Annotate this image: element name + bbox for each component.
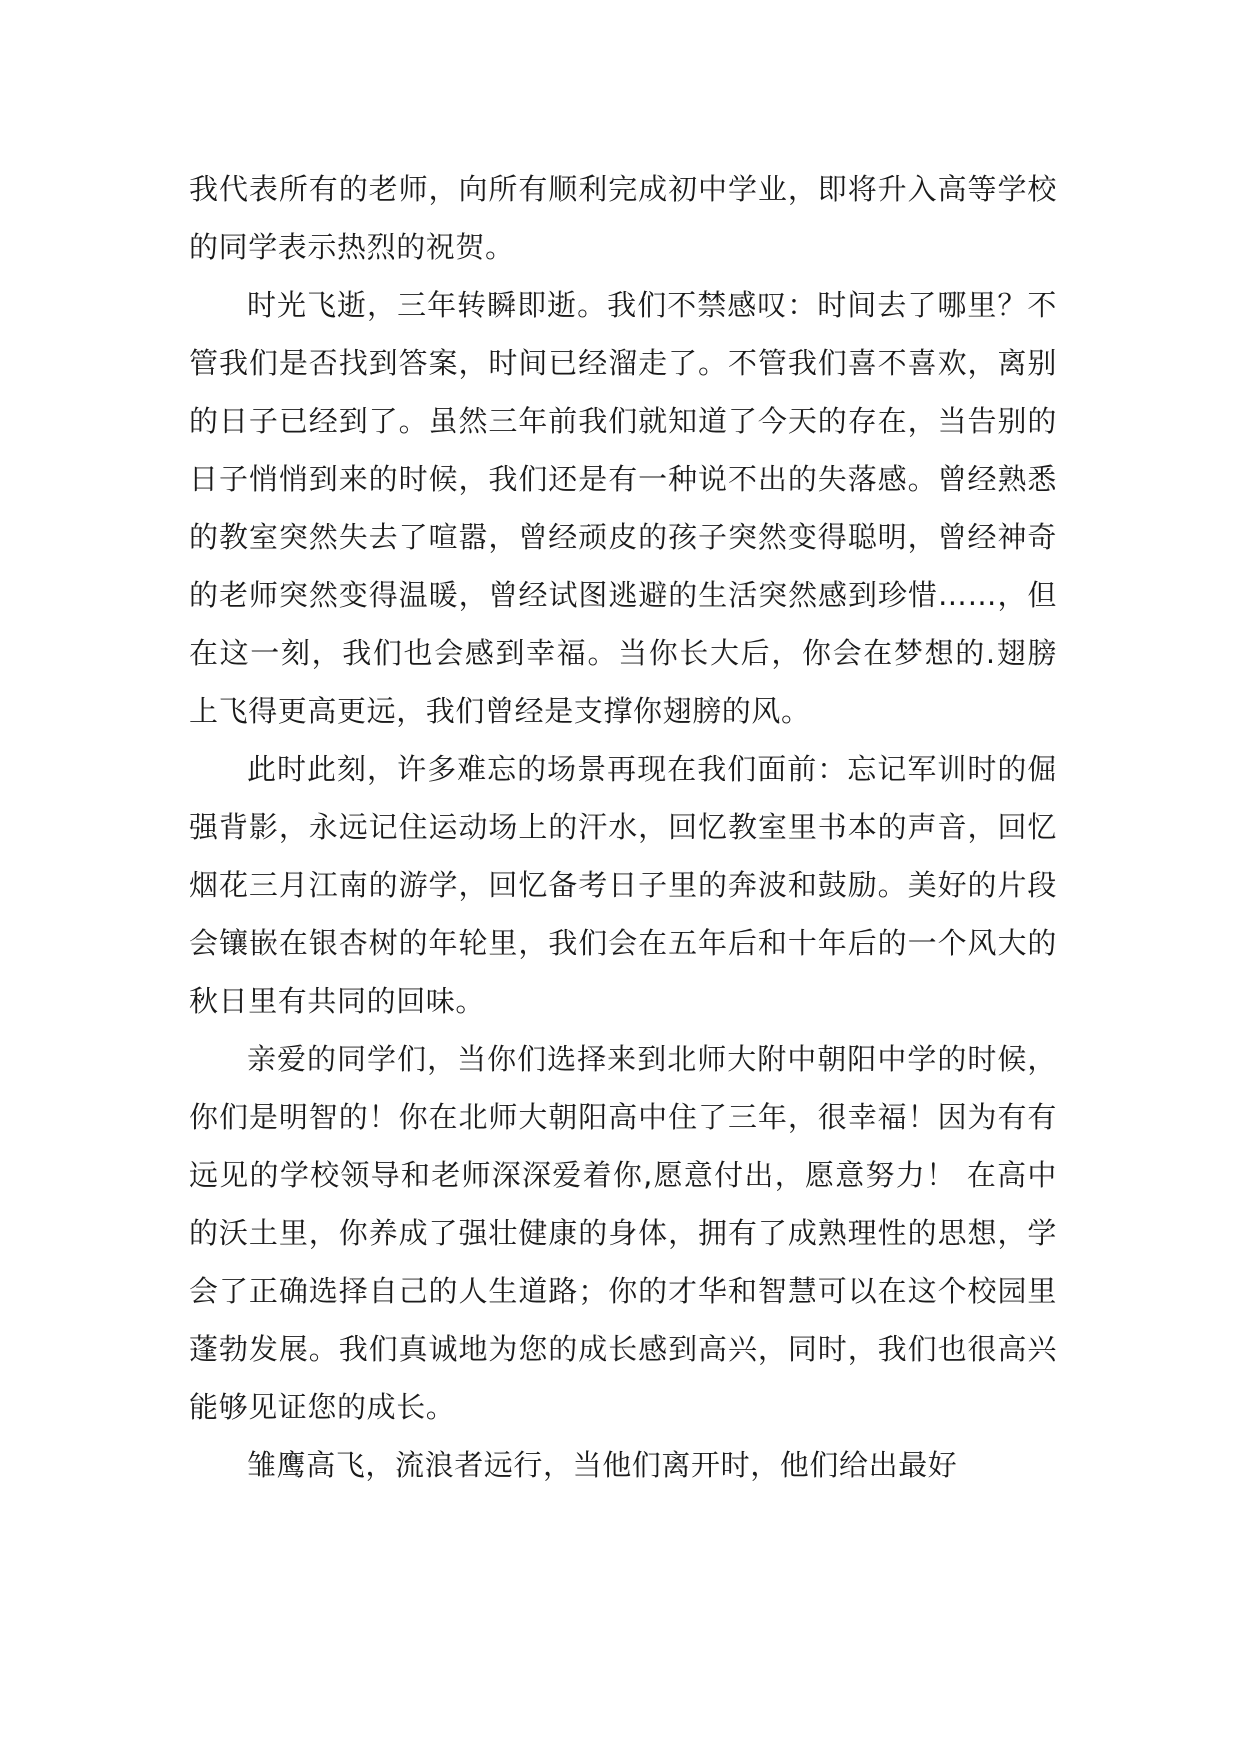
paragraph-1: 我代表所有的老师，向所有顺利完成初中学业，即将升入高等学校的同学表示热烈的祝贺。 — [189, 172, 1057, 264]
paragraph-2: 时光飞逝，三年转瞬即逝。我们不禁感叹：时间去了哪里？不管我们是否找到答案，时间已经溜走了。不管我们喜不喜欢，离别的日子已经到了。虽然三年前我们就知道了今天的存在，当告别的日子悄悄到来的时候，我们还是有一种说不出的失落感。曾经熟悉的教室突然失去了喧嚣，曾经顽皮的孩子突然变得聪明，曾经神奇的老师突然变得温暖，曾经试图逃避的生活突然感到珍惜……，但在这一刻，我们也会感到幸福。当你长大后，你会在梦想的.翅膀上飞得更高更远，我们曾经是支撑你翅膀的风。 — [189, 288, 1057, 728]
paragraph-5: 雏鹰高飞，流浪者远行，当他们离开时，他们给出最好 — [247, 1448, 958, 1482]
paragraph-4: 亲爱的同学们，当你们选择来到北师大附中朝阳中学的时候，你们是明智的！你在北师大朝阳高中住了三年，很幸福！因为有有远见的学校领导和老师深深爱着你,愿意付出，愿意努力！ 在高中的沃土里，你养成了强壮健康的身体，拥有了成熟理性的思想，学会了正确选择自己的人生道路；你的才华和智慧可以在这个校园里蓬勃发展。我们真诚地为您的成长感到高兴，同时，我们也很高兴能够见证您的成长。 — [189, 1042, 1057, 1424]
document-body — [189, 160, 1057, 1494]
paragraph-3: 此时此刻，许多难忘的场景再现在我们面前：忘记军训时的倔强背影，永远记住运动场上的汗水，回忆教室里书本的声音，回忆烟花三月江南的游学，回忆备考日子里的奔波和鼓励。美好的片段会镶嵌在银杏树的年轮里，我们会在五年后和十年后的一个风大的秋日里有共同的回味。 — [189, 752, 1057, 1018]
